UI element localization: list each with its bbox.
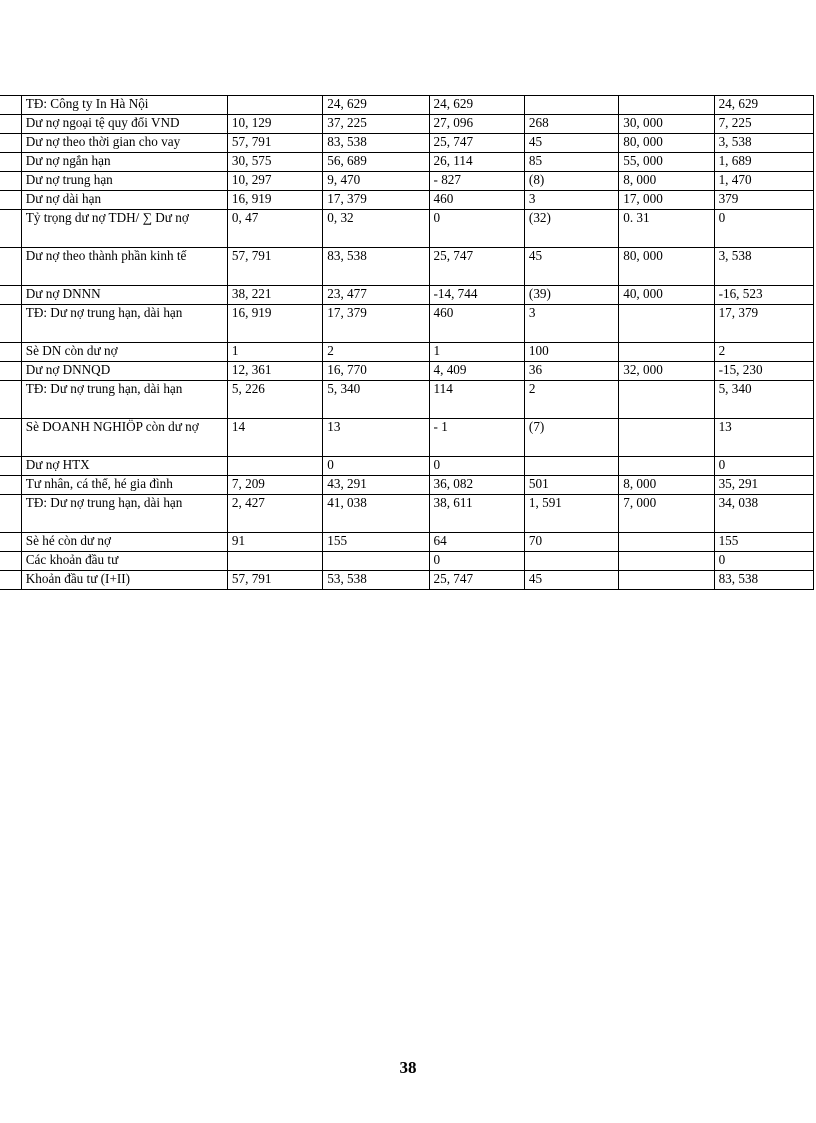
value-cell: 8, 000: [619, 172, 714, 191]
value-cell: 100: [524, 343, 618, 362]
value-cell: [619, 343, 714, 362]
table-row: [0, 172, 814, 191]
value-cell: 25, 747: [429, 571, 524, 590]
value-cell: 4, 409: [429, 362, 524, 381]
value-cell: 56, 689: [323, 153, 429, 172]
row-marker-cell: [0, 457, 21, 476]
value-cell: 2: [524, 381, 618, 419]
value-cell: 64: [429, 533, 524, 552]
value-cell: 7, 209: [227, 476, 322, 495]
value-cell: 13: [714, 419, 813, 457]
value-cell: 13: [323, 419, 429, 457]
value-cell: 85: [524, 153, 618, 172]
value-cell: 25, 747: [429, 248, 524, 286]
row-marker-cell: [0, 134, 21, 153]
value-cell: 1, 689: [714, 153, 813, 172]
table-row: [0, 153, 814, 172]
value-cell: 155: [323, 533, 429, 552]
value-cell: 0. 31: [619, 210, 714, 248]
value-cell: 0, 47: [227, 210, 322, 248]
value-cell: [619, 305, 714, 343]
value-cell: 36: [524, 362, 618, 381]
value-cell: 0: [429, 552, 524, 571]
value-cell: 25, 747: [429, 134, 524, 153]
value-cell: (8): [524, 172, 618, 191]
row-label: Khoản đầu tư (I+II): [21, 571, 227, 590]
value-cell: 2, 427: [227, 495, 322, 533]
value-cell: 155: [714, 533, 813, 552]
table-row: [0, 571, 814, 590]
value-cell: 83, 538: [323, 134, 429, 153]
value-cell: 268: [524, 115, 618, 134]
row-marker-cell: [0, 96, 21, 115]
value-cell: 3: [524, 305, 618, 343]
value-cell: [619, 552, 714, 571]
row-label: Sè DN còn dư nợ: [21, 343, 227, 362]
value-cell: 460: [429, 305, 524, 343]
value-cell: 10, 129: [227, 115, 322, 134]
value-cell: 45: [524, 571, 618, 590]
value-cell: -16, 523: [714, 286, 813, 305]
value-cell: [619, 381, 714, 419]
value-cell: 3: [524, 191, 618, 210]
value-cell: [227, 552, 322, 571]
row-label: Dư nợ DNNN: [21, 286, 227, 305]
row-marker-cell: [0, 476, 21, 495]
table-row: [0, 305, 814, 343]
value-cell: 2: [323, 343, 429, 362]
table-row: [0, 533, 814, 552]
value-cell: 36, 082: [429, 476, 524, 495]
table-row: [0, 286, 814, 305]
value-cell: 41, 038: [323, 495, 429, 533]
value-cell: 0, 32: [323, 210, 429, 248]
row-label: Dư nợ HTX: [21, 457, 227, 476]
row-label: Dư nợ ngoại tệ quy đổi VND: [21, 115, 227, 134]
table-row: [0, 419, 814, 457]
table-row: [0, 495, 814, 533]
row-marker-cell: [0, 172, 21, 191]
row-label: Sè hé còn dư nợ: [21, 533, 227, 552]
value-cell: 17, 379: [323, 191, 429, 210]
value-cell: 83, 538: [714, 571, 813, 590]
row-label: Dư nợ trung hạn: [21, 172, 227, 191]
row-label: Các khoản đầu tư: [21, 552, 227, 571]
value-cell: 9, 470: [323, 172, 429, 191]
table-row: [0, 96, 814, 115]
value-cell: [524, 457, 618, 476]
value-cell: -15, 230: [714, 362, 813, 381]
row-marker-cell: [0, 191, 21, 210]
value-cell: 1: [429, 343, 524, 362]
row-label: Tư nhân, cá thể, hé gia đình: [21, 476, 227, 495]
row-marker-cell: [0, 286, 21, 305]
table-body: [0, 96, 814, 590]
table-row: [0, 476, 814, 495]
value-cell: 57, 791: [227, 571, 322, 590]
row-marker-cell: [0, 495, 21, 533]
row-label: Dư nợ theo thời gian cho vay: [21, 134, 227, 153]
row-label: Dư nợ DNNQD: [21, 362, 227, 381]
value-cell: 16, 770: [323, 362, 429, 381]
value-cell: - 827: [429, 172, 524, 191]
value-cell: 24, 629: [429, 96, 524, 115]
value-cell: 501: [524, 476, 618, 495]
value-cell: [619, 571, 714, 590]
value-cell: 8, 000: [619, 476, 714, 495]
row-marker-cell: [0, 533, 21, 552]
value-cell: 0: [714, 457, 813, 476]
value-cell: - 1: [429, 419, 524, 457]
value-cell: 16, 919: [227, 305, 322, 343]
value-cell: 10, 297: [227, 172, 322, 191]
value-cell: 23, 477: [323, 286, 429, 305]
row-label: Sè DOANH NGHIÖP còn dư nợ: [21, 419, 227, 457]
value-cell: 12, 361: [227, 362, 322, 381]
value-cell: [619, 96, 714, 115]
value-cell: 1, 470: [714, 172, 813, 191]
row-label: TĐ: Dư nợ trung hạn, dài hạn: [21, 495, 227, 533]
value-cell: 43, 291: [323, 476, 429, 495]
value-cell: 40, 000: [619, 286, 714, 305]
value-cell: 57, 791: [227, 248, 322, 286]
value-cell: 5, 340: [714, 381, 813, 419]
value-cell: 26, 114: [429, 153, 524, 172]
value-cell: 57, 791: [227, 134, 322, 153]
value-cell: 3, 538: [714, 134, 813, 153]
table-row: [0, 343, 814, 362]
value-cell: 1: [227, 343, 322, 362]
page-number: 38: [399, 1058, 417, 1077]
value-cell: 91: [227, 533, 322, 552]
value-cell: 24, 629: [714, 96, 813, 115]
row-label: Dư nợ ngắn hạn: [21, 153, 227, 172]
value-cell: 83, 538: [323, 248, 429, 286]
table-row: [0, 191, 814, 210]
value-cell: 55, 000: [619, 153, 714, 172]
value-cell: 53, 538: [323, 571, 429, 590]
value-cell: 16, 919: [227, 191, 322, 210]
value-cell: 7, 000: [619, 495, 714, 533]
value-cell: 34, 038: [714, 495, 813, 533]
value-cell: [227, 96, 322, 115]
value-cell: 30, 000: [619, 115, 714, 134]
row-marker-cell: [0, 552, 21, 571]
value-cell: 27, 096: [429, 115, 524, 134]
value-cell: [227, 457, 322, 476]
value-cell: [619, 457, 714, 476]
value-cell: [619, 419, 714, 457]
value-cell: 70: [524, 533, 618, 552]
value-cell: 17, 379: [714, 305, 813, 343]
value-cell: [619, 533, 714, 552]
table-row: [0, 457, 814, 476]
table-row: [0, 248, 814, 286]
value-cell: 17, 379: [323, 305, 429, 343]
value-cell: 0: [429, 457, 524, 476]
value-cell: 45: [524, 134, 618, 153]
table-row: [0, 115, 814, 134]
value-cell: 37, 225: [323, 115, 429, 134]
value-cell: 5, 226: [227, 381, 322, 419]
value-cell: 3, 538: [714, 248, 813, 286]
row-marker-cell: [0, 343, 21, 362]
row-label: TĐ: Công ty In Hà Nội: [21, 96, 227, 115]
value-cell: 5, 340: [323, 381, 429, 419]
value-cell: 0: [714, 552, 813, 571]
value-cell: [524, 552, 618, 571]
value-cell: -14, 744: [429, 286, 524, 305]
data-table: [0, 95, 814, 590]
value-cell: 38, 221: [227, 286, 322, 305]
table-row: [0, 362, 814, 381]
value-cell: 1, 591: [524, 495, 618, 533]
row-label: Tỷ trọng dư nợ TDH/ ∑ Dư nợ: [21, 210, 227, 248]
value-cell: 80, 000: [619, 134, 714, 153]
value-cell: 17, 000: [619, 191, 714, 210]
row-marker-cell: [0, 210, 21, 248]
row-label: TĐ: Dư nợ trung hạn, dài hạn: [21, 381, 227, 419]
value-cell: 38, 611: [429, 495, 524, 533]
value-cell: (32): [524, 210, 618, 248]
value-cell: 30, 575: [227, 153, 322, 172]
value-cell: [323, 552, 429, 571]
value-cell: 114: [429, 381, 524, 419]
value-cell: 14: [227, 419, 322, 457]
value-cell: 2: [714, 343, 813, 362]
table-row: [0, 210, 814, 248]
value-cell: (39): [524, 286, 618, 305]
value-cell: 460: [429, 191, 524, 210]
row-marker-cell: [0, 419, 21, 457]
value-cell: 35, 291: [714, 476, 813, 495]
table-row: [0, 381, 814, 419]
row-label: Dư nợ theo thành phần kinh tế: [21, 248, 227, 286]
value-cell: 45: [524, 248, 618, 286]
row-marker-cell: [0, 571, 21, 590]
value-cell: 0: [429, 210, 524, 248]
table-row: [0, 134, 814, 153]
value-cell: 379: [714, 191, 813, 210]
row-marker-cell: [0, 381, 21, 419]
row-label: TĐ: Dư nợ trung hạn, dài hạn: [21, 305, 227, 343]
table-row: [0, 552, 814, 571]
row-marker-cell: [0, 305, 21, 343]
row-label: Dư nợ dài hạn: [21, 191, 227, 210]
value-cell: 80, 000: [619, 248, 714, 286]
value-cell: 32, 000: [619, 362, 714, 381]
value-cell: 0: [323, 457, 429, 476]
value-cell: 0: [714, 210, 813, 248]
value-cell: 7, 225: [714, 115, 813, 134]
row-marker-cell: [0, 115, 21, 134]
value-cell: [524, 96, 618, 115]
value-cell: 24, 629: [323, 96, 429, 115]
row-marker-cell: [0, 248, 21, 286]
row-marker-cell: [0, 153, 21, 172]
row-marker-cell: [0, 362, 21, 381]
value-cell: (7): [524, 419, 618, 457]
